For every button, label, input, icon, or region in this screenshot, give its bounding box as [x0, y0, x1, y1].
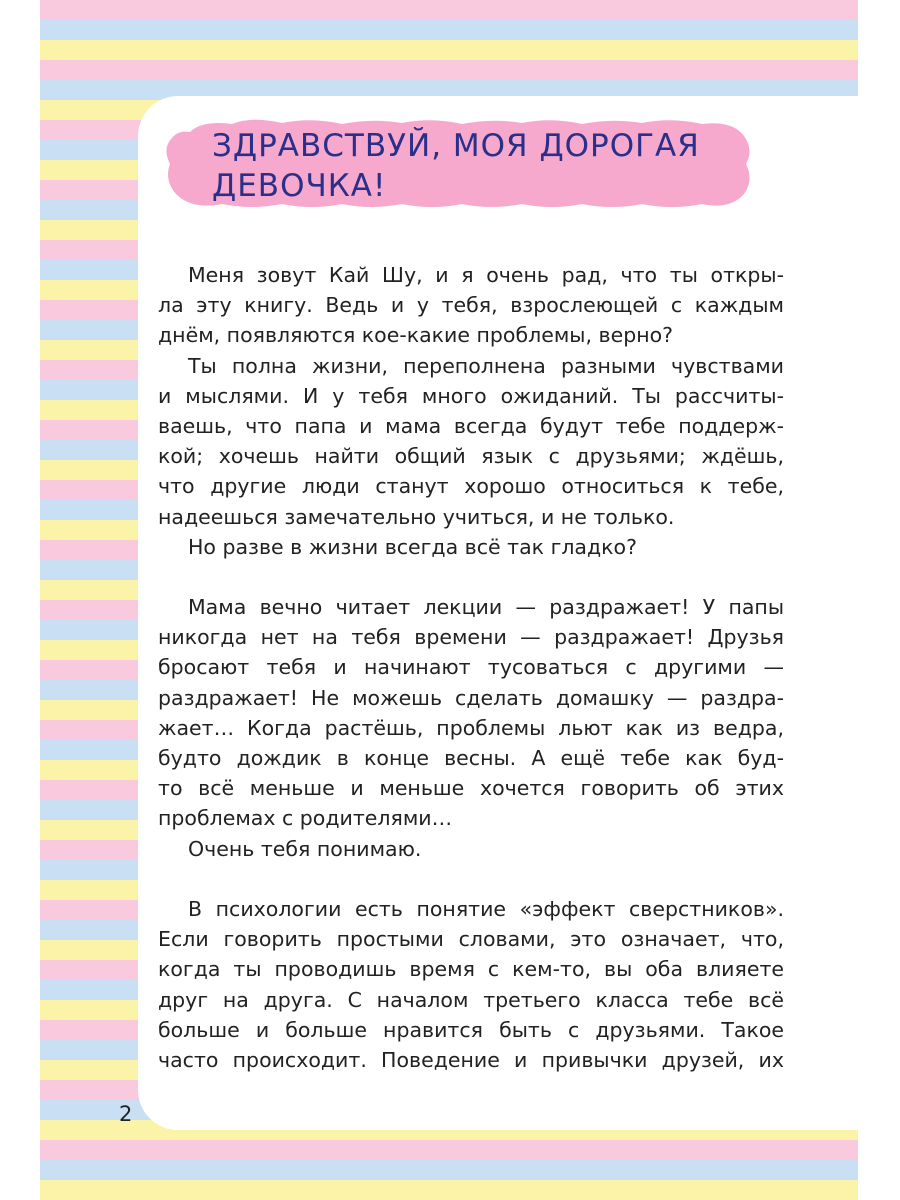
title-line: ЗДРАВСТВУЙ, МОЯ ДОРОГАЯ [212, 128, 700, 164]
text-line: Очень тебя понимаю. [188, 836, 422, 861]
text-line: ла эту книгу. Ведь и у тебя, взрослеющей с каждым [158, 293, 784, 318]
text-line: жает… Когда растёшь, проблемы льют как из ведра, [158, 715, 784, 740]
text-line: будто дождик в конце весны. А ещё тебе как буд- [158, 746, 784, 770]
paragraph-gap [158, 864, 784, 894]
text-line: друг на друга. С началом третьего класса тебе всё [158, 987, 784, 1012]
text-line: когда ты проводишь время с кем-то, вы оба влияете [158, 957, 784, 982]
text-line: Но разве в жизни всегда всё так гладко? [188, 534, 637, 559]
body-text [158, 260, 784, 1075]
text-line: Если говорить простыми словами, это означает, что, [158, 927, 784, 952]
text-line: ваешь, что папа и мама всегда будут тебе поддерж- [158, 413, 784, 438]
text-line: Мама вечно читает лекции — раздражает! У папы [188, 595, 784, 620]
text-line: кой; хочешь найти общий язык с друзьями; ждёшь, [158, 444, 784, 469]
text-line: то всё меньше и меньше хочется говорить об этих [158, 776, 784, 801]
title-line: ДЕВОЧКА! [212, 168, 387, 204]
paragraph-gap [158, 562, 784, 592]
text-line: бросают тебя и начинают тусоваться с другими — [158, 655, 784, 680]
text-line: никогда нет на тебя времени — раздражает! Друзья [158, 625, 784, 650]
text-line: В психологии есть понятие «эффект сверстников». [188, 896, 784, 921]
page-title [212, 126, 700, 206]
page-number: 2 [119, 1102, 133, 1126]
text-line: днём, появляются кое-какие проблемы, верно? [158, 323, 674, 348]
text-line: раздражает! Не можешь сделать домашку — раздра- [158, 685, 784, 710]
text-line: Меня зовут Кай Шу, и я очень рад, что ты откры- [188, 263, 784, 287]
text-line: и мыслями. И у тебя много ожиданий. Ты рассчиты- [158, 383, 784, 408]
text-line: больше и больше нравится быть с друзьями. Такое [158, 1017, 784, 1042]
text-line: проблемах с родителями… [158, 806, 453, 831]
text-line: надеешься замечательно учиться, и не только. [158, 504, 675, 529]
text-line: что другие люди станут хорошо относиться к тебе, [158, 474, 784, 499]
text-line: часто происходит. Поведение и привычки друзей, их [158, 1047, 784, 1072]
title-banner [162, 118, 752, 210]
text-line: Ты полна жизни, переполнена разными чувствами [188, 353, 784, 378]
